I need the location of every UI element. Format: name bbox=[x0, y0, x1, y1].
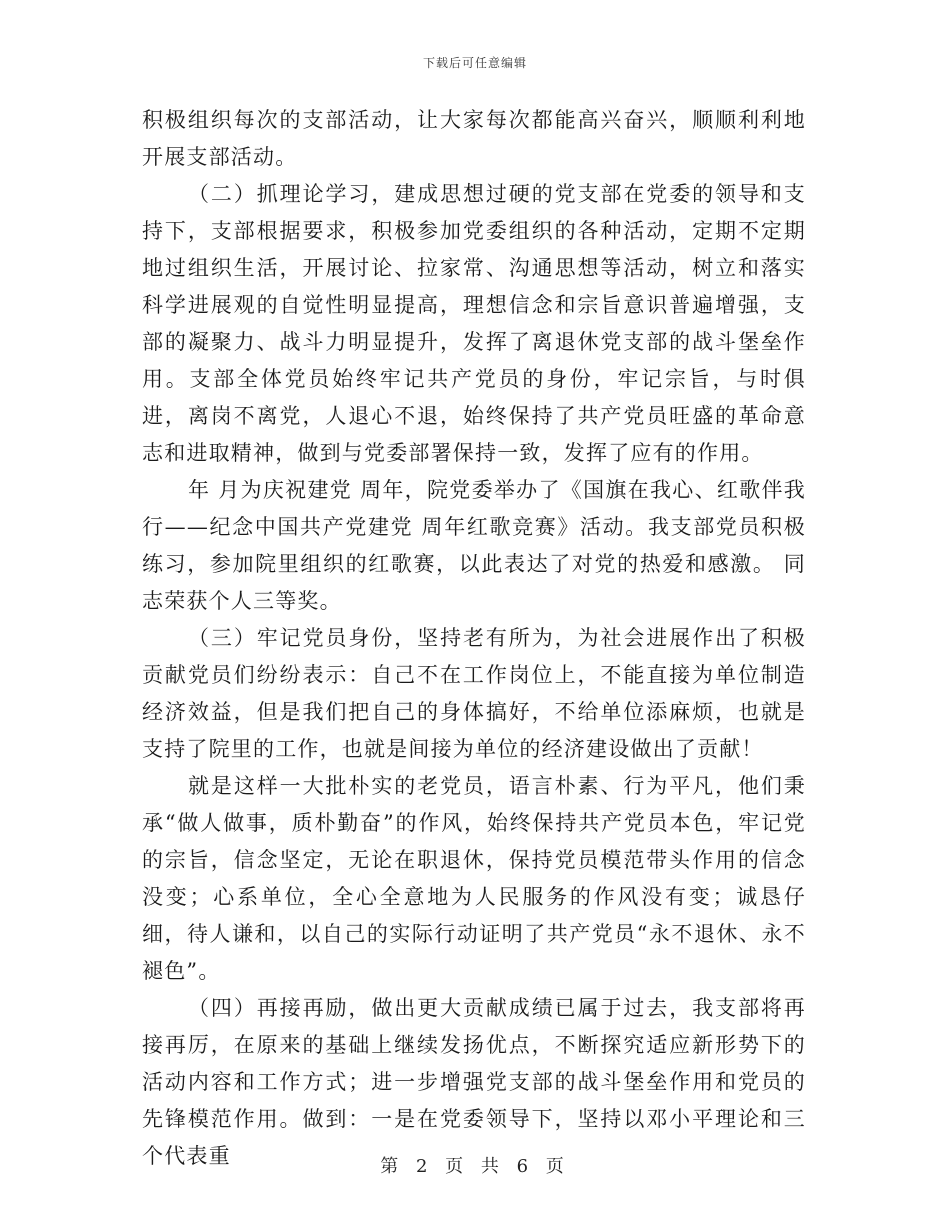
page-header-note: 下载后可任意编辑 bbox=[422, 56, 527, 70]
paragraph-red-song-event: 年 月为庆祝建党 周年，院党委举办了《国旗在我心、红歌伴我行——纪念中国共产党建党 周年红歌竞赛》活动。我支部党员积极练习，参加院里组织的红歌赛，以此表达了对党的热爱和感激。 同志荣获个人三等奖。 bbox=[142, 478, 806, 613]
paragraph-veteran-members: 就是这样一大批朴实的老党员，语言朴素、行为平凡，他们秉承“做人做事，质朴勤奋”的作风，始终保持共产党员本色，牢记党的宗旨，信念坚定，无论在职退休，保持党员模范带头作用的信念没变；心系单位，全心全意地为人民服务的作风没有变；诚恳仔细，待人谦和，以自己的实际行动证明了共产党员“永不退休、永不褪色”。 bbox=[142, 774, 806, 983]
paragraph-continuation: 积极组织每次的支部活动，让大家每次都能高兴奋兴，顺顺利利地开展支部活动。 bbox=[142, 108, 806, 169]
page-number: 第 2 页 共 6 页 bbox=[380, 1156, 570, 1177]
paragraph-section-3: （三）牢记党员身份，坚持老有所为，为社会进展作出了积极贡献党员们纷纷表示：自己不在工作岗位上，不能直接为单位制造经济效益，但是我们把自己的身体搞好，不给单位添麻烦，也就是支持了院里的工作，也就是间接为单位的经济建设做出了贡献！ bbox=[142, 626, 806, 761]
paragraph-section-4: （四）再接再励，做出更大贡献成绩已属于过去，我支部将再接再厉，在原来的基础上继续发扬优点，不断探究适应新形势下的活动内容和工作方式；进一步增强党支部的战斗堡垒作用和党员的先锋模范作用。做到：一是在党委领导下，坚持以邓小平理论和三个代表重 bbox=[142, 996, 806, 1168]
document-body bbox=[142, 102, 806, 1175]
paragraph-section-2: （二）抓理论学习，建成思想过硬的党支部在党委的领导和支持下，支部根据要求，积极参加党委组织的各种活动，定期不定期地过组织生活，开展讨论、拉家常、沟通思想等活动，树立和落实科学进展观的自觉性明显提高，理想信念和宗旨意识普遍增强，支部的凝聚力、战斗力明显提升，发挥了离退休党支部的战斗堡垒作用。支部全体党员始终牢记共产党员的身份，牢记宗旨，与时俱进，离岗不离党，人退心不退，始终保持了共产党员旺盛的革命意志和进取精神，做到与党委部署保持一致，发挥了应有的作用。 bbox=[142, 182, 806, 465]
